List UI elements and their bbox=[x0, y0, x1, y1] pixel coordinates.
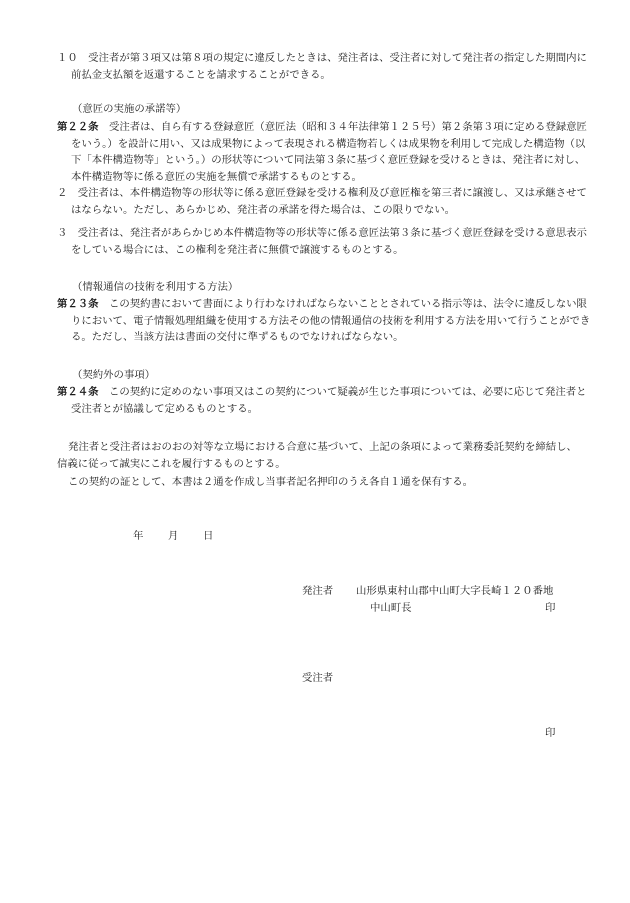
article-24-number: 第２４条 bbox=[57, 386, 99, 398]
article-22-heading: （意匠の実施の承諾等） bbox=[72, 103, 187, 115]
date-year-label: 年 bbox=[133, 530, 144, 542]
orderer-name: 中山町長 bbox=[370, 602, 412, 614]
clause-10 bbox=[57, 50, 591, 83]
orderer-address: 山形県東村山郡中山町大字長崎１２０番地 bbox=[356, 585, 554, 597]
article-23-heading: （情報通信の技術を利用する方法） bbox=[72, 281, 239, 293]
article-22-item-3-number: ３ bbox=[57, 227, 68, 239]
article-22-paragraph-1 bbox=[57, 119, 591, 185]
article-23-paragraph bbox=[57, 296, 591, 346]
date-month-label: 月 bbox=[168, 530, 179, 542]
article-24-paragraph bbox=[57, 384, 591, 417]
orderer-label: 発注者 bbox=[302, 585, 334, 597]
clause-10-text: 受注者が第３項又は第８項の規定に違反したときは、発注者は、受注者に対して発注者の指定した期間内に前払金支払額を返還することを請求することができる。 bbox=[71, 52, 587, 81]
clause-10-number: １０ bbox=[57, 52, 78, 64]
article-24-text: この契約に定めのない事項又はこの契約について疑義が生じた事項については、必要に応じて発注者と受注者とが協議して定めるものとする。 bbox=[71, 386, 587, 415]
article-23-number: 第２３条 bbox=[57, 298, 99, 310]
article-22-text-1: 受注者は、自ら有する登録意匠（意匠法（昭和３４年法律第１２５号）第２条第３項に定める登録意匠をいう。）を設計に用い、又は成果物によって表現される構造物若しくは成果物を利用して完成した構造物（以下「本件構造物等」という。）の形状等について同法第３条に基づく意匠登録を受けるときは、発注者に対し、本件構造物等に係る意匠の実施を無償で承諾するものとする。 bbox=[71, 121, 587, 183]
article-22-paragraph-2 bbox=[57, 185, 591, 218]
article-24-heading: （契約外の事項） bbox=[72, 369, 156, 381]
closing-paragraph-1: 発注者と受注者はおのおの対等な立場における合意に基づいて、上記の条項によって業務委託契約を締結し、信義に従って誠実にこれを履行するものとする。 bbox=[57, 441, 577, 470]
article-22-paragraph-3 bbox=[57, 225, 591, 258]
date-day-label: 日 bbox=[203, 530, 214, 542]
article-22-number: 第２２条 bbox=[57, 121, 99, 133]
article-22-item-2-number: ２ bbox=[57, 187, 68, 199]
contractor-label: 受注者 bbox=[302, 672, 334, 684]
orderer-seal-mark: 印 bbox=[545, 602, 556, 614]
article-22-text-3: 受注者は、発注者があらかじめ本件構造物等の形状等に係る意匠法第３条に基づく意匠登録を受ける意思表示をしている場合には、この権利を発注者に無償で譲渡するものとする。 bbox=[71, 227, 587, 256]
article-22-text-2: 受注者は、本件構造物等の形状等に係る意匠登録を受ける権利及び意匠権を第三者に譲渡し、又は承継させてはならない。ただし、あらかじめ、発注者の承諾を得た場合は、この限りでない。 bbox=[71, 187, 587, 216]
closing-paragraph-2: この契約の証として、本書は２通を作成し当事者記名押印のうえ各自１通を保有する。 bbox=[68, 476, 474, 488]
contractor-seal-mark: 印 bbox=[545, 727, 556, 739]
article-23-text: この契約書において書面により行わなければならないこととされている指示等は、法令に違反しない限りにおいて、電子情報処理組織を使用する方法その他の情報通信の技術を利用する方法を用いて行うことができる。ただし、当該方法は書面の交付に準ずるものでなければならない。 bbox=[71, 298, 591, 343]
